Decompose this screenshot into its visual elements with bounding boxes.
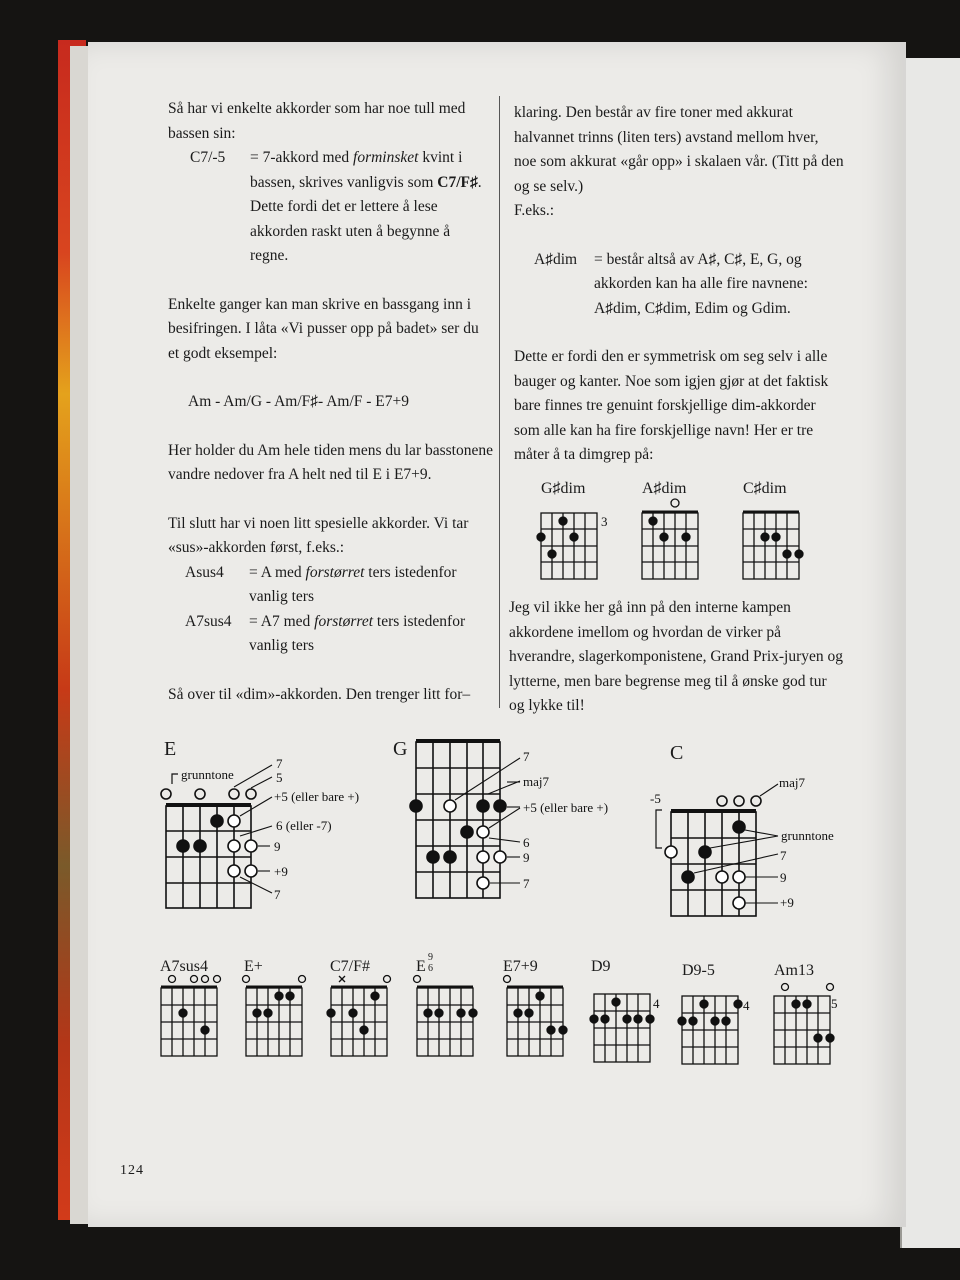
bottom-chord-5-label: E7+9 bbox=[503, 958, 538, 975]
g-label-7: 7 bbox=[523, 749, 530, 764]
g-label-9: 9 bbox=[523, 850, 530, 865]
bottom-chord-1-label: A7sus4 bbox=[160, 958, 209, 975]
asus4-def-a: = A med bbox=[249, 563, 306, 581]
e-label-5: 5 bbox=[276, 770, 283, 785]
feks-label: F.eks.: bbox=[514, 202, 555, 219]
e-label-grunntone: grunntone bbox=[181, 767, 234, 782]
left-paragraph-4: Til slutt har vi noen litt spesielle akkorder. Vi tar «sus»-akkorden først, f.eks.: bbox=[168, 514, 469, 556]
bottom-chord-7-label: D9-5 bbox=[682, 962, 715, 979]
bottom-chord-2-label: E+ bbox=[244, 958, 263, 975]
asus4-text bbox=[249, 561, 474, 610]
dim-chord-3-label: C♯dim bbox=[743, 480, 787, 497]
left-paragraph-3: Her holder du Am hele tiden mens du lar basstonene vandre nedover fra A helt ned til E i E7+9. bbox=[168, 441, 493, 483]
adim-term: A♯dim bbox=[534, 250, 578, 268]
left-paragraph-2: Enkelte ganger kan man skrive en bassgang inn i besifringen. I låta «Vi pusser opp på badet» ser du et godt eksempel: bbox=[168, 295, 479, 362]
c7-def-c: . Dette fordi det er lettere å lese akkorden raskt uten å begynne å regne. bbox=[250, 173, 482, 264]
dim-chord-2-label: A♯dim bbox=[642, 480, 687, 497]
a7sus4-def-em: forstørret bbox=[314, 612, 374, 630]
g-label-plus5: +5 (eller bare +) bbox=[523, 800, 609, 815]
e-label-9: 9 bbox=[274, 839, 281, 854]
e69-sub: 6 bbox=[428, 963, 433, 974]
bottom-chord-8-label: Am13 bbox=[774, 962, 814, 979]
big-c-label: C bbox=[670, 742, 684, 764]
asus4-definition bbox=[168, 561, 493, 610]
g-label-7b: 7 bbox=[523, 876, 530, 891]
adim-definition bbox=[514, 248, 844, 322]
left-column bbox=[168, 97, 493, 707]
e-label-6: 6 (eller -7) bbox=[276, 818, 332, 833]
bottom-chord-3-label: C7/F# bbox=[330, 958, 371, 975]
c7-definition bbox=[168, 146, 493, 269]
e69-super: 9 bbox=[428, 952, 433, 963]
a7sus4-definition bbox=[168, 610, 493, 659]
c7-def-em: forminsket bbox=[353, 149, 419, 166]
a7sus4-def-b: ters istedenfor vanlig ters bbox=[249, 612, 466, 654]
c7-def-bold: C7/F♯ bbox=[437, 173, 478, 191]
c-label-7: 7 bbox=[780, 848, 787, 863]
c-label-maj7: maj7 bbox=[779, 775, 805, 790]
right-paragraph-3: Jeg vil ikke her gå inn på den interne kampen akkordene imellom og hvordan de virker på hverandre, slagerkomponistene, Grand Prix-juryen og lytterne, men bare begrense meg til å ønske god tur og lykke til! bbox=[509, 599, 844, 714]
big-g-label: G bbox=[393, 738, 408, 760]
left-paragraph-5: Så over til «dim»-akkorden. Den trenger litt for– bbox=[168, 685, 471, 703]
c-label-plus9: +9 bbox=[780, 895, 794, 910]
c-label-grunntone: grunntone bbox=[781, 828, 834, 843]
c7-text bbox=[250, 146, 490, 269]
e-label-plus5: +5 (eller bare +) bbox=[274, 789, 360, 804]
d9-minus5-fret-marker: 4 bbox=[743, 998, 750, 1013]
big-e-label: E bbox=[164, 738, 177, 760]
bottom-chord-6-label: D9 bbox=[591, 958, 611, 975]
page-number: 124 bbox=[120, 1163, 144, 1178]
a7sus4-text bbox=[249, 610, 474, 659]
c-label-9: 9 bbox=[780, 870, 787, 885]
chord-progression: Am - Am/G - Am/F♯- Am/F - E7+9 bbox=[188, 393, 410, 410]
am13-fret-marker: 5 bbox=[831, 996, 838, 1011]
gsharp-dim-fret: 3 bbox=[601, 514, 608, 529]
g-label-maj7: maj7 bbox=[523, 774, 549, 789]
e-label-7b: 7 bbox=[274, 887, 281, 902]
e-label-7: 7 bbox=[276, 756, 283, 771]
c7-def-a: = 7-akkord med bbox=[250, 149, 354, 166]
bottom-chord-4-label: E bbox=[416, 958, 426, 975]
left-paragraph-1: Så har vi enkelte akkorder som har noe tull med bassen sin: bbox=[168, 100, 466, 142]
right-column bbox=[514, 101, 844, 468]
a7sus4-def-a: = A7 med bbox=[249, 612, 315, 630]
asus4-def-em: forstørret bbox=[305, 563, 365, 581]
facing-page bbox=[900, 58, 960, 1248]
right-paragraph-1: klaring. Den består av fire toner med akkurat halvannet trinns (liten ters) avstand mellom hver, noe som akkurat «går opp» i skalaen vår. (Titt på den og se selv.) bbox=[514, 104, 844, 195]
asus4-def-b: ters istedenfor vanlig ters bbox=[249, 563, 457, 605]
dim-chord-1-label: G♯dim bbox=[541, 480, 586, 497]
e-label-plus9: +9 bbox=[274, 864, 288, 879]
g-label-6: 6 bbox=[523, 835, 530, 850]
asus4-term: Asus4 bbox=[185, 563, 224, 581]
right-paragraph-2: Dette er fordi den er symmetrisk om seg selv i alle bauger og kanter. Noe som igjen gjør at det faktisk bare finnes tre genuint forskjellige dim-akkorder som alle kan ha fire forskjellige navn! Her er tre måter å ta dimgrep på: bbox=[514, 348, 829, 463]
right-column-bottom bbox=[509, 596, 844, 719]
c7-def-b: kvint i bassen, skrives vanligvis som bbox=[250, 149, 463, 191]
adim-text: = består altså av A♯, C♯, E, G, og akkorden kan ha alle fire navnene: A♯dim, C♯dim, Edim og Gdim. bbox=[594, 250, 808, 317]
a7sus4-term: A7sus4 bbox=[185, 612, 232, 630]
c-label-minus5: -5 bbox=[650, 791, 661, 806]
c7-term: C7/-5 bbox=[190, 149, 226, 166]
d9-fret-marker: 4 bbox=[653, 996, 660, 1011]
column-divider bbox=[499, 96, 500, 708]
